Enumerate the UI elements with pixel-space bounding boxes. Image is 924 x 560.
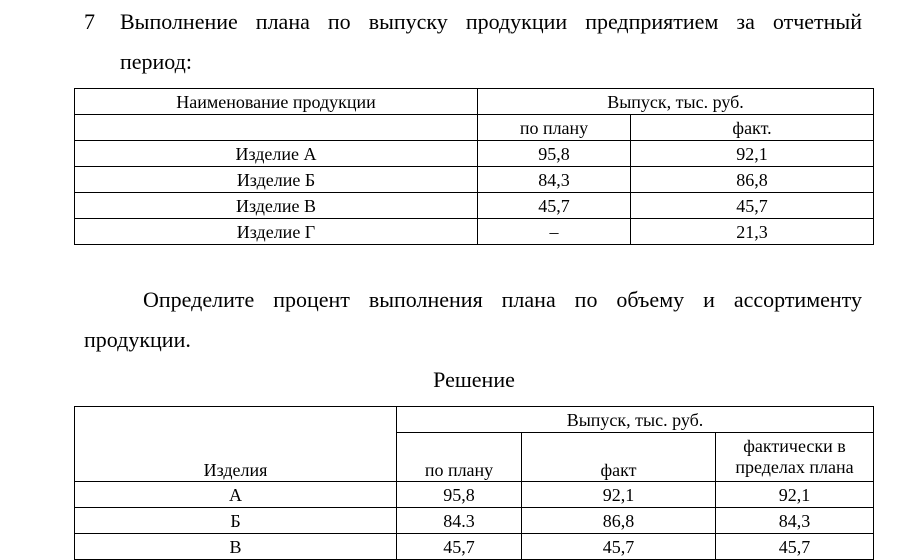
fact-value: 21,3: [631, 219, 874, 245]
header-items: Изделия: [75, 407, 397, 482]
subheader-plan: по плану: [397, 433, 522, 482]
header-output: Выпуск, тыс. руб.: [478, 89, 874, 115]
product-name: Изделие Г: [75, 219, 478, 245]
item-name: А: [75, 482, 397, 508]
subheader-fact: факт: [522, 433, 716, 482]
header-empty-cell: [75, 115, 478, 141]
product-name: Изделие А: [75, 141, 478, 167]
subheader-within-line-1: фактически в: [743, 436, 846, 456]
task-text-line-2: период:: [120, 49, 192, 74]
fact-value: 92,1: [522, 482, 716, 508]
task-number: 7: [84, 9, 95, 34]
question-line-1: Определите процент выполнения плана по объему и ассортименту: [143, 287, 862, 312]
table-row: [75, 219, 874, 245]
product-name: Изделие Б: [75, 167, 478, 193]
table-row: [75, 508, 874, 534]
plan-value: 95,8: [397, 482, 522, 508]
solution-table: [74, 406, 874, 560]
plan-value: 95,8: [478, 141, 631, 167]
fact-value: 86,8: [522, 508, 716, 534]
within-plan-value: 84,3: [716, 508, 874, 534]
subheader-within-line-2: пределах плана: [735, 457, 854, 477]
subheader-plan: по плану: [478, 115, 631, 141]
plan-value: 45,7: [478, 193, 631, 219]
subheader-fact-within-plan: [716, 433, 874, 482]
within-plan-value: 45,7: [716, 534, 874, 560]
table-row: [75, 534, 874, 560]
within-plan-value: 92,1: [716, 482, 874, 508]
task-text-line-1: Выполнение плана по выпуску продукции предприятием за отчетный: [120, 9, 862, 34]
plan-value: 84.3: [397, 508, 522, 534]
fact-value: 45,7: [522, 534, 716, 560]
fact-value: 92,1: [631, 141, 874, 167]
item-name: В: [75, 534, 397, 560]
table-row: [75, 482, 874, 508]
table-row: [75, 141, 874, 167]
table-row: [75, 193, 874, 219]
fact-value: 45,7: [631, 193, 874, 219]
plan-value: 84,3: [478, 167, 631, 193]
production-plan-table: [74, 88, 874, 245]
table-row: [75, 167, 874, 193]
solution-title: Решение: [433, 367, 515, 392]
fact-value: 86,8: [631, 167, 874, 193]
header-output: Выпуск, тыс. руб.: [397, 407, 874, 433]
subheader-fact: факт.: [631, 115, 874, 141]
plan-value: 45,7: [397, 534, 522, 560]
header-product-name: Наименование продукции: [75, 89, 478, 115]
item-name: Б: [75, 508, 397, 534]
question-line-2: продукции.: [84, 327, 191, 352]
product-name: Изделие В: [75, 193, 478, 219]
plan-value: –: [478, 219, 631, 245]
